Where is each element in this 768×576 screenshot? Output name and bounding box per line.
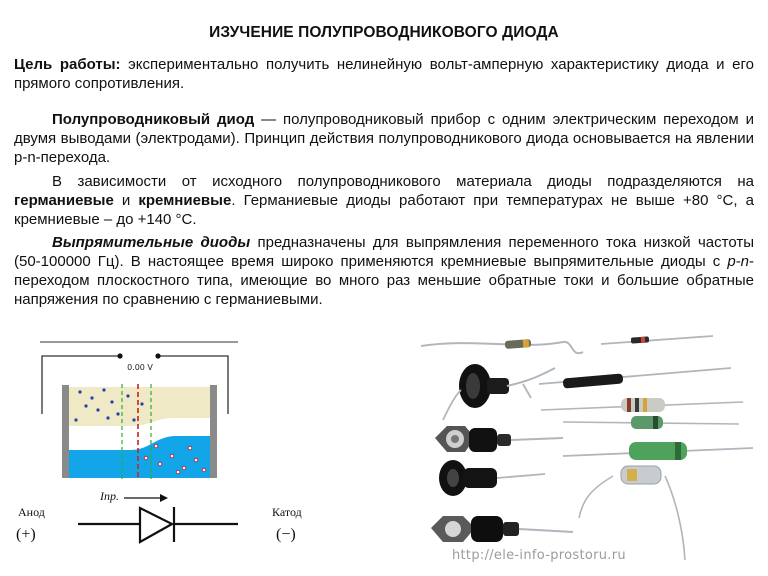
definition-term: Полупроводниковый диод (52, 111, 255, 128)
materials-text-1: В зависимости от исходного полупроводникового материала диоды подразделяются на (52, 173, 754, 190)
materials-paragraph (14, 172, 754, 229)
definition-text: — полупроводниковый прибор с одним электрическим переходом и двумя выводами (электродами). Принцип действия полупроводникового диода основывается на явлении p-n-перехода. (14, 111, 754, 166)
definition-paragraph (14, 110, 754, 167)
forward-current-label: Iпр. (100, 489, 119, 503)
voltmeter-readout: 0.00 V (127, 363, 153, 372)
diode-symbol-icon (78, 507, 238, 542)
silicon-term: кремниевые (138, 192, 232, 209)
electrode-left (62, 385, 69, 478)
pn-junction-diagram (0, 330, 400, 576)
aim-text: экспериментально получить нелинейную вольт-амперную характеристику диода и его прямого сопротивления. (14, 56, 754, 92)
aim-paragraph (14, 55, 754, 93)
anode-sign: (+) (16, 526, 36, 543)
germanium-term: германиевые (14, 192, 114, 209)
cathode-label: Катод (272, 505, 302, 519)
current-arrow-head (160, 494, 168, 502)
pn-term: p-n (727, 253, 749, 270)
terminal-dot-right (155, 353, 160, 358)
rectifier-text-1: предназначены для выпрямления переменного тока низкой частоты (50-100000 Гц). В настоящее время широко применяются кремниевые выпрямительные диоды с (14, 234, 754, 270)
rectifier-paragraph (14, 233, 754, 309)
cathode-sign: (−) (276, 526, 296, 543)
rectifier-term: Выпрямительные диоды (52, 234, 251, 251)
photo-background (413, 328, 768, 576)
aim-label: Цель работы: (14, 56, 121, 73)
terminal-dot-left (117, 353, 122, 358)
anode-label: Анод (18, 505, 45, 519)
materials-and: и (113, 192, 139, 209)
electrode-right (210, 385, 217, 478)
page-title: ИЗУЧЕНИЕ ПОЛУПРОВОДНИКОВОГО ДИОДА (209, 24, 559, 41)
rectifier-text-2: -переходом плоскостного типа, имеющие во много раз меньшие обратные токи и большие обратные напряжения по сравнению с германиевыми. (14, 253, 754, 308)
diodes-photo (413, 328, 768, 576)
materials-text-2: . Германиевые диоды работают при температурах не выше +80 °С, а кремниевые – до +140 °С. (14, 192, 754, 228)
photo-watermark: http://ele-info-prostoru.ru (452, 548, 626, 563)
